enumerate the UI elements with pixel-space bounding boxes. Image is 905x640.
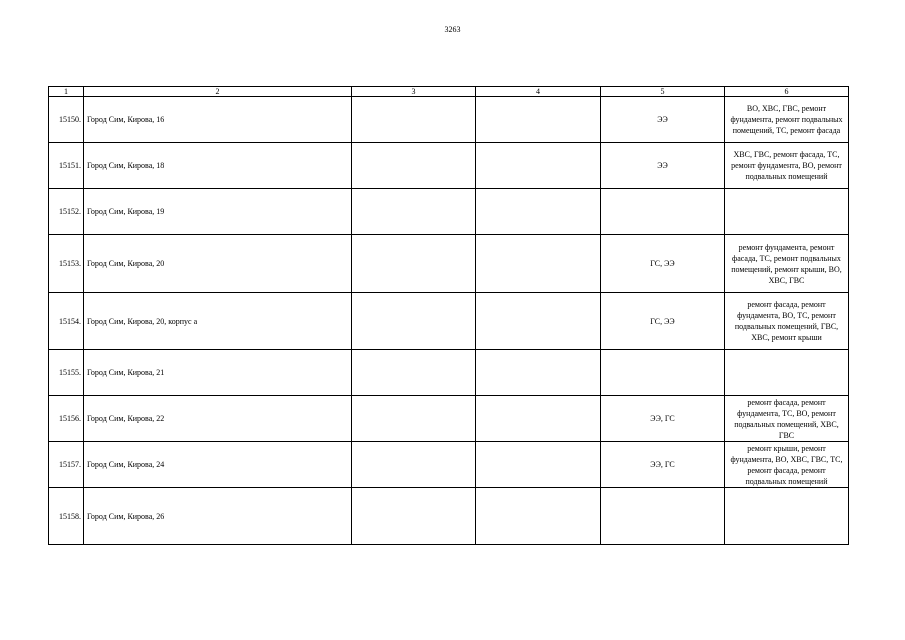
row-col-4 [476, 488, 601, 545]
row-address: Город Сим, Кирова, 24 [84, 442, 352, 488]
row-number: 15154. [49, 293, 84, 350]
row-col-4 [476, 97, 601, 143]
header-col-3: 3 [352, 87, 476, 97]
row-col-4 [476, 235, 601, 293]
row-col-4 [476, 350, 601, 396]
row-col-3 [352, 396, 476, 442]
row-col-5: ГС, ЭЭ [601, 293, 725, 350]
row-col-4 [476, 396, 601, 442]
header-col-4: 4 [476, 87, 601, 97]
row-col-5 [601, 488, 725, 545]
table-row [49, 442, 849, 488]
row-number: 15150. [49, 97, 84, 143]
row-works: ремонт крыши, ремонт фундамента, ВО, ХВС, ГВС, ТС, ремонт фасада, ремонт подвальных помещений [725, 442, 849, 488]
row-address: Город Сим, Кирова, 20, корпус а [84, 293, 352, 350]
table-row [49, 97, 849, 143]
row-number: 15156. [49, 396, 84, 442]
row-col-3 [352, 350, 476, 396]
header-col-6: 6 [725, 87, 849, 97]
row-works [725, 488, 849, 545]
row-address: Город Сим, Кирова, 26 [84, 488, 352, 545]
row-address: Город Сим, Кирова, 16 [84, 97, 352, 143]
row-address: Город Сим, Кирова, 22 [84, 396, 352, 442]
row-col-5: ЭЭ, ГС [601, 396, 725, 442]
row-works: ХВС, ГВС, ремонт фасада, ТС, ремонт фундамента, ВО, ремонт подвальных помещений [725, 143, 849, 189]
table-row [49, 293, 849, 350]
row-number: 15158. [49, 488, 84, 545]
row-col-5 [601, 189, 725, 235]
table-row [49, 350, 849, 396]
register-table [48, 86, 849, 545]
row-col-5 [601, 350, 725, 396]
row-col-3 [352, 143, 476, 189]
table-row [49, 396, 849, 442]
row-address: Город Сим, Кирова, 19 [84, 189, 352, 235]
row-address: Город Сим, Кирова, 18 [84, 143, 352, 189]
row-works: ремонт фундамента, ремонт фасада, ТС, ремонт подвальных помещений, ремонт крыши, ВО, ХВС, ГВС [725, 235, 849, 293]
header-row [49, 87, 849, 97]
row-col-4 [476, 143, 601, 189]
header-col-2: 2 [84, 87, 352, 97]
table-row [49, 235, 849, 293]
row-number: 15153. [49, 235, 84, 293]
row-works [725, 350, 849, 396]
row-works: ВО, ХВС, ГВС, ремонт фундамента, ремонт подвальных помещений, ТС, ремонт фасада [725, 97, 849, 143]
row-number: 15151. [49, 143, 84, 189]
row-col-3 [352, 442, 476, 488]
row-works [725, 189, 849, 235]
table-row [49, 143, 849, 189]
row-col-3 [352, 189, 476, 235]
row-address: Город Сим, Кирова, 20 [84, 235, 352, 293]
row-col-3 [352, 235, 476, 293]
table-row [49, 189, 849, 235]
row-col-5: ГС, ЭЭ [601, 235, 725, 293]
row-col-4 [476, 442, 601, 488]
row-col-5: ЭЭ, ГС [601, 442, 725, 488]
row-works: ремонт фасада, ремонт фундамента, ТС, ВО, ремонт подвальных помещений, ХВС, ГВС [725, 396, 849, 442]
row-number: 15157. [49, 442, 84, 488]
row-col-4 [476, 189, 601, 235]
row-col-5: ЭЭ [601, 97, 725, 143]
row-number: 15155. [49, 350, 84, 396]
page-number: 3263 [444, 25, 461, 34]
row-col-5: ЭЭ [601, 143, 725, 189]
header-col-1: 1 [49, 87, 84, 97]
row-works: ремонт фасада, ремонт фундамента, ВО, ТС, ремонт подвальных помещений, ГВС, ХВС, ремонт крыши [725, 293, 849, 350]
row-col-3 [352, 97, 476, 143]
table-row [49, 488, 849, 545]
header-col-5: 5 [601, 87, 725, 97]
row-col-3 [352, 293, 476, 350]
row-col-4 [476, 293, 601, 350]
row-number: 15152. [49, 189, 84, 235]
row-col-3 [352, 488, 476, 545]
row-address: Город Сим, Кирова, 21 [84, 350, 352, 396]
